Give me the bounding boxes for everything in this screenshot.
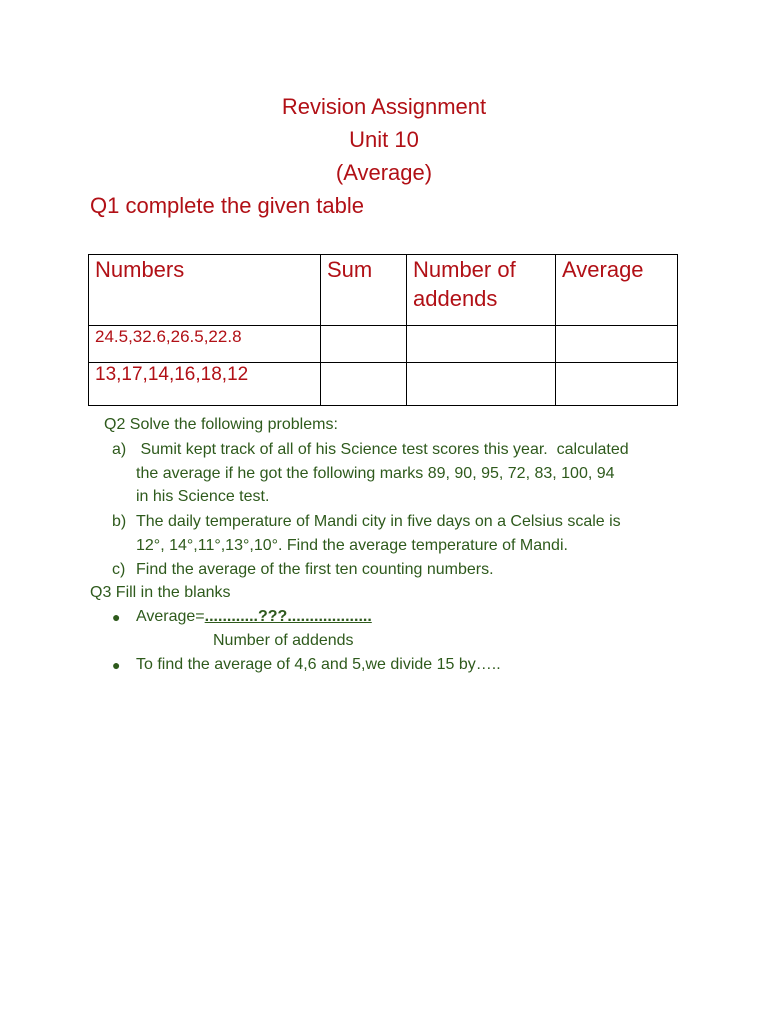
table-row xyxy=(89,363,678,406)
q2-item-a-line-2: the average if he got the following marks 89, 90, 95, 72, 83, 100, 94 xyxy=(136,465,615,482)
q3-bullet-1 xyxy=(136,605,372,629)
col-header-number-of-addends: Number of addends xyxy=(407,255,556,326)
bullet-icon: ● xyxy=(112,657,121,673)
q3-denominator: Number of addends xyxy=(213,632,354,649)
q2-item-b-line-2: 12°, 14°,11°,13°,10°. Find the average temperature of Mandi. xyxy=(136,537,568,554)
bullet-icon: ● xyxy=(112,609,121,625)
q2-heading: Q2 Solve the following problems: xyxy=(104,416,338,433)
average-blank: ............???................... xyxy=(204,608,372,625)
table-cell-addends xyxy=(407,363,556,406)
q2-item-a-marker: a) xyxy=(112,441,127,458)
q2-item-a-line-1: Sumit kept track of all of his Science test scores this year. calculated xyxy=(136,441,629,458)
q2-item-a-line-3: in his Science test. xyxy=(136,488,270,505)
table-row xyxy=(89,326,678,363)
table-cell-sum xyxy=(321,363,407,406)
table-cell-numbers: 13,17,14,16,18,12 xyxy=(89,363,321,406)
q1-table xyxy=(88,254,678,406)
col-header-sum: Sum xyxy=(321,255,407,326)
q3-heading: Q3 Fill in the blanks xyxy=(90,584,231,601)
table-cell-addends xyxy=(407,326,556,363)
q2-item-b-line-1: The daily temperature of Mandi city in five days on a Celsius scale is xyxy=(136,513,621,530)
title-line-2: Unit 10 xyxy=(349,127,419,152)
q2-item-c-line-1: Find the average of the first ten counting numbers. xyxy=(136,561,494,578)
table-header-row xyxy=(89,255,678,326)
table-cell-average xyxy=(556,363,678,406)
q2-item-b-marker: b) xyxy=(112,513,127,530)
col-header-numbers: Numbers xyxy=(89,255,321,326)
q3-bullet-2: To find the average of 4,6 and 5,we divide 15 by….. xyxy=(136,656,501,673)
table-cell-sum xyxy=(321,326,407,363)
average-label: Average= xyxy=(136,608,205,625)
table-cell-numbers: 24.5,32.6,26.5,22.8 xyxy=(89,326,321,363)
q1-heading: Q1 complete the given table xyxy=(90,193,364,218)
q2-item-c-marker: c) xyxy=(112,561,126,578)
title-line-3: (Average) xyxy=(335,160,433,185)
title-line-1: Revision Assignment xyxy=(281,94,487,119)
col-header-average: Average xyxy=(556,255,678,326)
table-cell-average xyxy=(556,326,678,363)
